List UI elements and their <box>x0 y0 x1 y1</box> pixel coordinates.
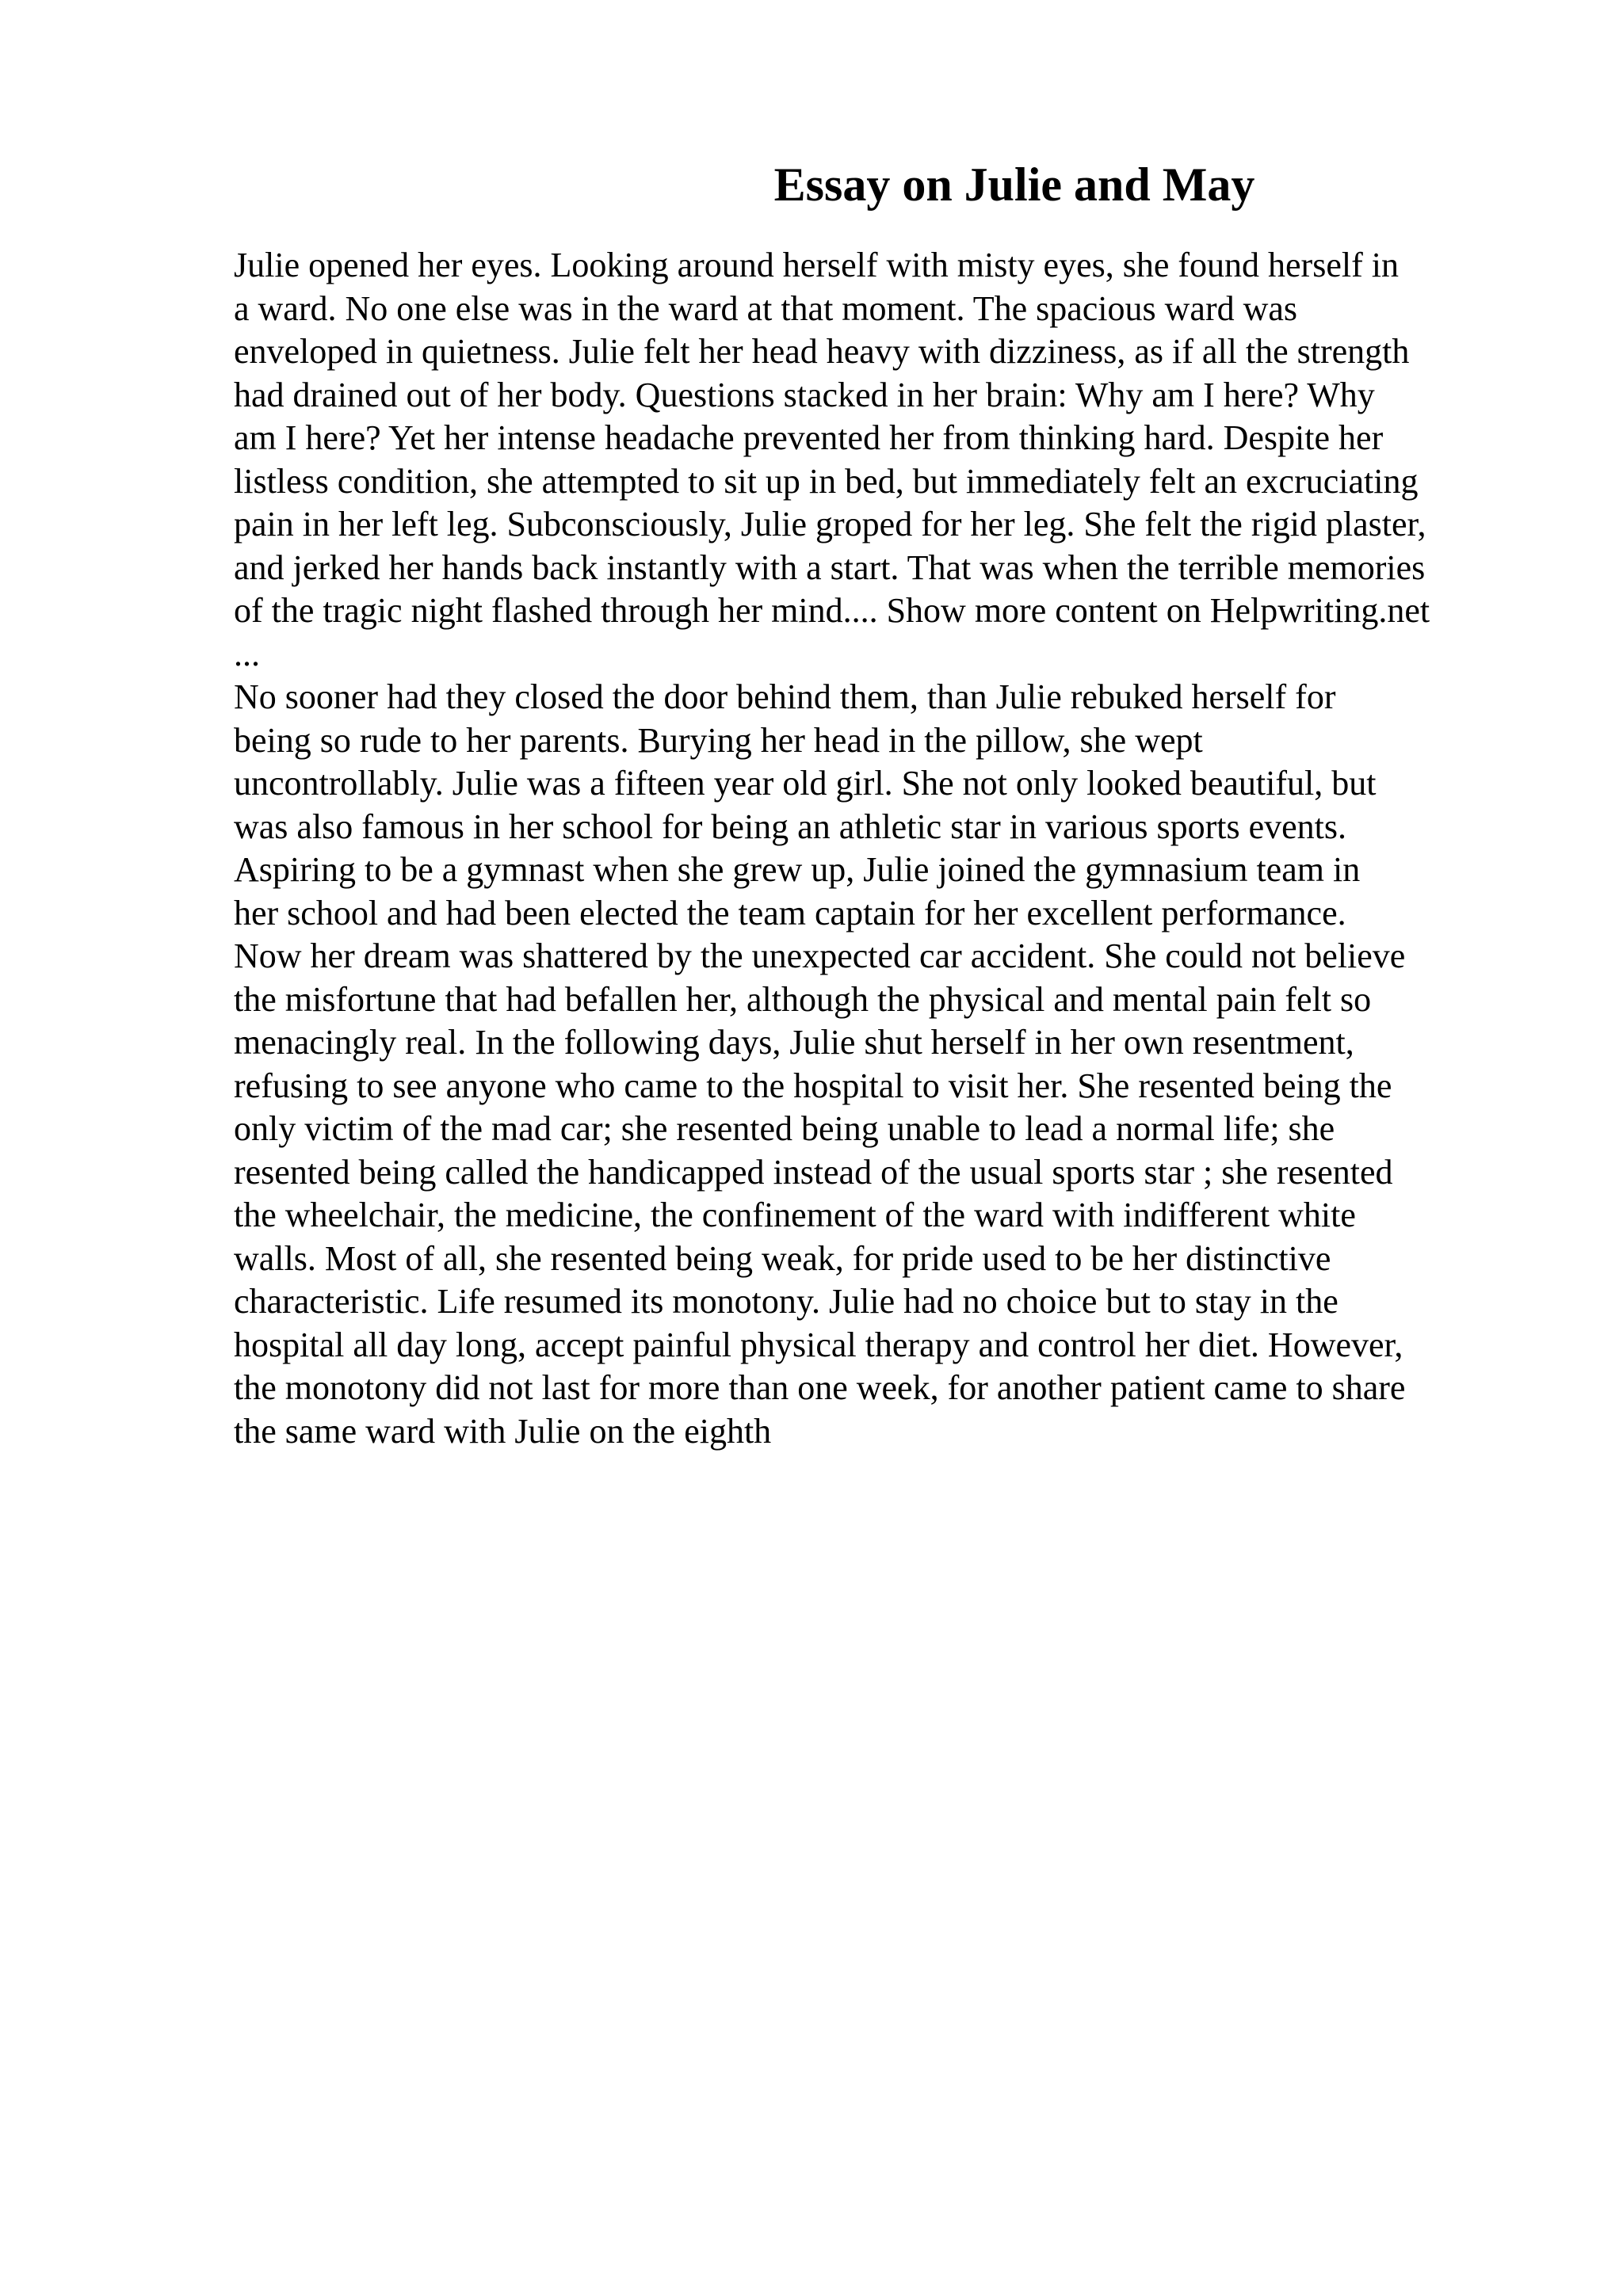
essay-line: being so rude to her parents. Burying her head in the pillow, she wept <box>234 720 1203 760</box>
document-title: Essay on Julie and May <box>773 158 1255 211</box>
essay-line: hospital all day long, accept painful physical therapy and control her diet. However, <box>234 1325 1403 1364</box>
essay-line: ... <box>234 634 260 673</box>
essay-line: resented being called the handicapped instead of the usual sports star ; she resented <box>234 1152 1393 1192</box>
essay-line: pain in her left leg. Subconsciously, Julie groped for her leg. She felt the rigid plaster, <box>234 505 1426 543</box>
essay-line: and jerked her hands back instantly with a start. That was when the terrible memories <box>234 547 1426 587</box>
essay-line: am I here? Yet her intense headache prevented her from thinking hard. Despite her <box>234 418 1384 457</box>
essay-line: her school and had been elected the team captain for her excellent performance. <box>234 893 1346 933</box>
essay-line: a ward. No one else was in the ward at that moment. The spacious ward was <box>234 288 1298 328</box>
essay-line: the same ward with Julie on the eighth <box>234 1411 772 1451</box>
essay-line: Julie opened her eyes. Looking around herself with misty eyes, she found herself in <box>234 246 1399 284</box>
essay-line: Aspiring to be a gymnast when she grew up, Julie joined the gymnasium team in <box>234 850 1361 889</box>
essay-line: listless condition, she attempted to sit up in bed, but immediately felt an excruciating <box>234 461 1419 501</box>
essay-line: the wheelchair, the medicine, the confinement of the ward with indifferent white <box>234 1196 1356 1234</box>
essay-line: uncontrollably. Julie was a fifteen year old girl. She not only looked beautiful, but <box>234 764 1377 803</box>
essay-line: Now her dream was shattered by the unexpected car accident. She could not believe <box>234 936 1406 975</box>
essay-line: was also famous in her school for being an athletic star in various sports events. <box>234 807 1347 846</box>
essay-line: characteristic. Life resumed its monotony. Julie had no choice but to stay in the <box>234 1282 1338 1321</box>
essay-line: the monotony did not last for more than one week, for another patient came to share <box>234 1368 1406 1407</box>
essay-line: No sooner had they closed the door behind them, than Julie rebuked herself for <box>234 677 1336 716</box>
essay-line: the misfortune that had befallen her, although the physical and mental pain felt so <box>234 979 1372 1019</box>
essay-line: enveloped in quietness. Julie felt her head heavy with dizziness, as if all the strength <box>234 332 1410 371</box>
essay-line: only victim of the mad car; she resented being unable to lead a normal life; she <box>234 1109 1335 1148</box>
essay-line: refusing to see anyone who came to the hospital to visit her. She resented being the <box>234 1066 1392 1105</box>
essay-line: menacingly real. In the following days, Julie shut herself in her own resentment, <box>234 1023 1354 1062</box>
essay-line: of the tragic night flashed through her mind.... Show more content on Helpwriting.net <box>234 591 1430 630</box>
essay-body <box>234 244 1597 1453</box>
essay-line: had drained out of her body. Questions stacked in her brain: Why am I here? Why <box>234 375 1375 414</box>
essay-line: walls. Most of all, she resented being weak, for pride used to be her distinctive <box>234 1238 1331 1278</box>
